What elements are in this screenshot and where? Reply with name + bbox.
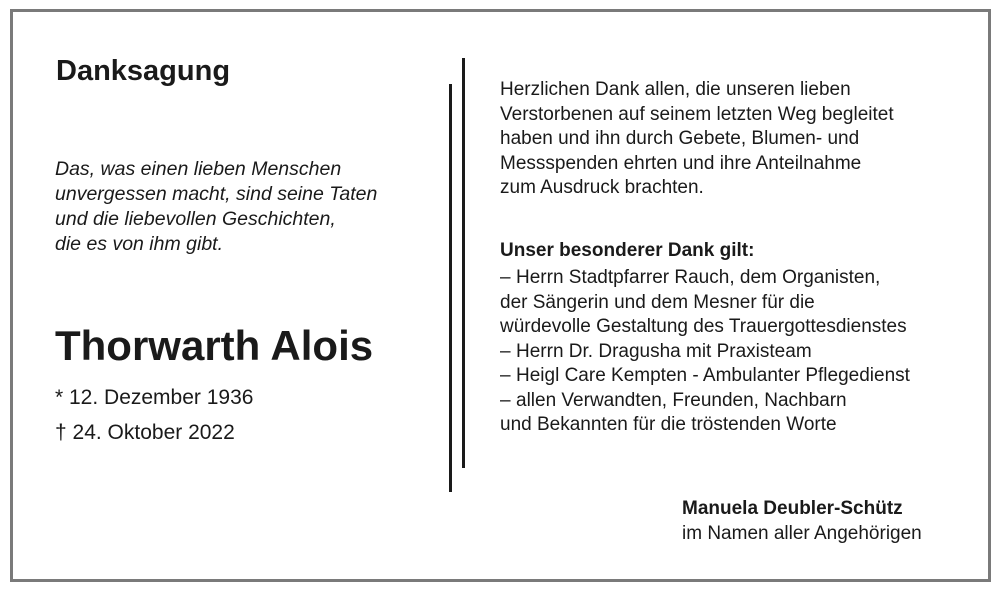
dash-bullet: – [500,365,511,386]
list-item-line: Heigl Care Kempten - Ambulanter Pflegedienst [516,365,910,386]
list-item-line: allen Verwandten, Freunden, Nachbarn [516,389,847,411]
special-thanks-list [500,266,975,438]
dash-bullet: – [500,389,511,411]
vertical-divider-lower [449,84,452,492]
list-item-line: würdevolle Gestaltung des Trauergottesdienstes [500,316,907,337]
deceased-name: Thorwarth Alois [55,322,374,369]
list-item [500,364,975,389]
quote-line: Das, was einen lieben Menschen [55,158,342,180]
death-date: † 24. Oktober 2022 [55,421,235,444]
vertical-divider-upper [462,58,465,468]
list-item-line: und Bekannten für die tröstenden Worte [500,414,837,435]
notice-title: Danksagung [56,55,231,87]
signature-subtitle: im Namen aller Angehörigen [682,523,922,544]
thanks-line: Messspenden ehrten und ihre Anteilnahme [500,152,862,174]
birth-date: * 12. Dezember 1936 [55,386,254,409]
thanks-line: haben und ihn durch Gebete, Blumen- und [500,128,860,149]
thanks-line: Herzlichen Dank allen, die unseren lieben [500,79,851,100]
quote-line: die es von ihm gibt. [55,233,224,255]
quote-line: und die liebevollen Geschichten, [55,208,336,230]
memorial-quote [55,157,425,257]
signature-name: Manuela Deubler-Schütz [682,498,903,519]
signature-block [682,496,922,546]
list-item [500,340,975,365]
thanks-paragraph [500,78,970,201]
special-thanks-heading: Unser besonderer Dank gilt: [500,240,755,261]
list-item [500,389,975,438]
list-item-line: der Sängerin und dem Mesner für die [500,291,815,313]
list-item-line: Herrn Stadtpfarrer Rauch, dem Organisten, [516,267,881,288]
thanks-line: Verstorbenen auf seinem letzten Weg begleitet [500,103,894,125]
quote-line: unvergessen macht, sind seine Taten [55,183,378,205]
thanks-line: zum Ausdruck brachten. [500,177,704,198]
dash-bullet: – [500,267,511,288]
dash-bullet: – [500,340,511,362]
list-item-line: Herrn Dr. Dragusha mit Praxisteam [516,340,812,362]
list-item [500,266,975,340]
